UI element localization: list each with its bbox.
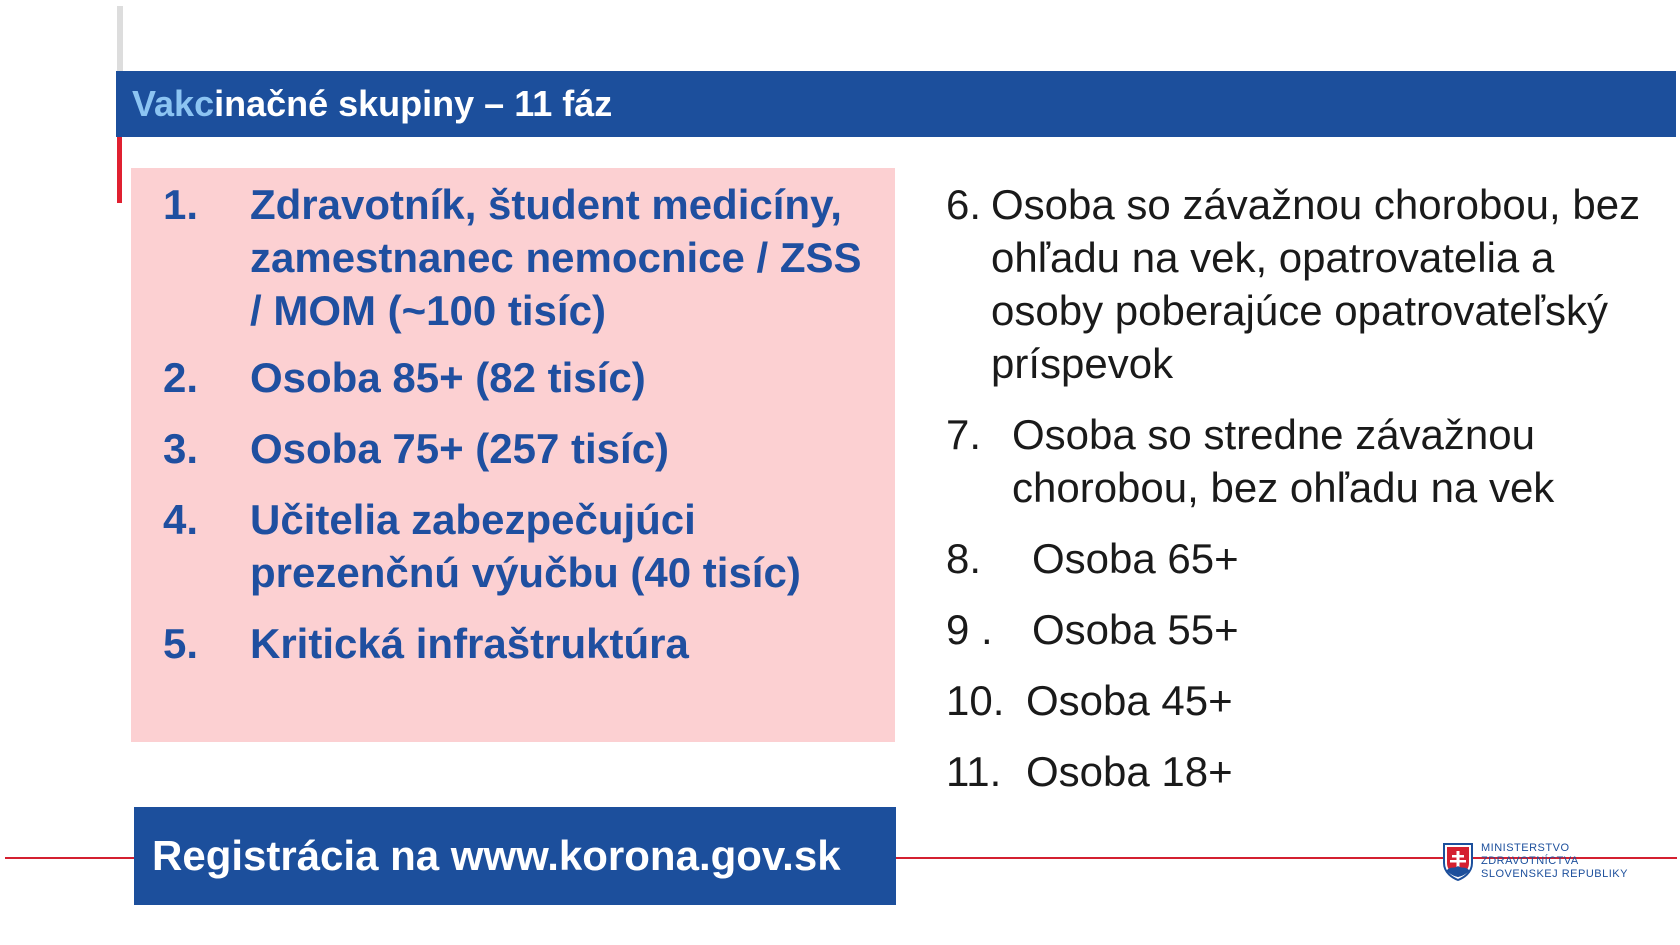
list-item	[946, 674, 1666, 727]
list-item-text: Osoba 45+	[1026, 677, 1233, 724]
list-item-text: Osoba 85+ (82 tisíc)	[250, 354, 646, 401]
list-item-number: 4.	[163, 496, 199, 543]
list-item	[946, 745, 1666, 798]
list-item	[946, 178, 1666, 390]
list-item-number: 10.	[946, 677, 1005, 724]
list-item-text: Kritická infraštruktúra	[250, 620, 689, 667]
list-item	[163, 617, 883, 670]
registration-banner	[134, 807, 896, 905]
list-item-number: 11.	[946, 748, 1002, 795]
title-bar	[116, 71, 1676, 137]
list-item	[163, 493, 883, 599]
list-item	[946, 532, 1666, 585]
list-item	[163, 422, 883, 475]
list-item-number: 3.	[163, 425, 199, 472]
list-item	[946, 408, 1666, 514]
top-gray-accent	[117, 6, 123, 72]
ministry-line-3: SLOVENSKEJ REPUBLIKY	[1481, 868, 1628, 880]
ministry-line-1: MINISTERSTVO	[1481, 842, 1570, 854]
list-item	[163, 178, 883, 337]
ministry-name	[1481, 842, 1628, 881]
bottom-rule-left	[5, 857, 134, 859]
list-item-text: Osoba so závažnou chorobou, bez ohľadu na vek, opatrovatelia a osoby poberajúce opatrovateľský príspevok	[991, 181, 1641, 387]
list-item-text: Osoba so stredne závažnou chorobou, bez ohľadu na vek	[1012, 411, 1555, 511]
list-item-number: 2.	[163, 354, 199, 401]
ministry-line-2: ZDRAVOTNÍCTVA	[1481, 855, 1579, 867]
list-item-text: Osoba 75+ (257 tisíc)	[250, 425, 670, 472]
other-groups-list	[946, 178, 1666, 816]
list-item-text: Osoba 55+	[1032, 606, 1239, 653]
list-item-number: 7.	[946, 411, 982, 458]
list-item	[163, 351, 883, 404]
list-item-number: 6.	[946, 181, 982, 228]
list-item-number: 5.	[163, 620, 199, 667]
slovak-coat-of-arms-icon	[1443, 843, 1473, 881]
priority-groups-list	[163, 178, 883, 688]
list-item	[946, 603, 1666, 656]
left-red-accent	[117, 137, 122, 203]
page-title-rest: inačné skupiny – 11 fáz	[214, 83, 613, 124]
list-item-text: Osoba 18+	[1026, 748, 1233, 795]
list-item-text: Učitelia zabezpečujúci prezenčnú výučbu (40 tisíc)	[250, 496, 801, 596]
list-item-text: Osoba 65+	[1032, 535, 1239, 582]
registration-text: Registrácia na www.korona.gov.sk	[152, 832, 841, 879]
list-item-text: Zdravotník, študent medicíny, zamestnanec nemocnice / ZSS / MOM (~100 tisíc)	[250, 181, 862, 334]
page-title-highlight: Vakc	[132, 83, 215, 124]
list-item-number: 1.	[163, 181, 199, 228]
list-item-number: 9 .	[946, 606, 993, 653]
ministry-logo	[1443, 842, 1628, 881]
list-item-number: 8.	[946, 535, 982, 582]
page-title	[116, 83, 612, 125]
